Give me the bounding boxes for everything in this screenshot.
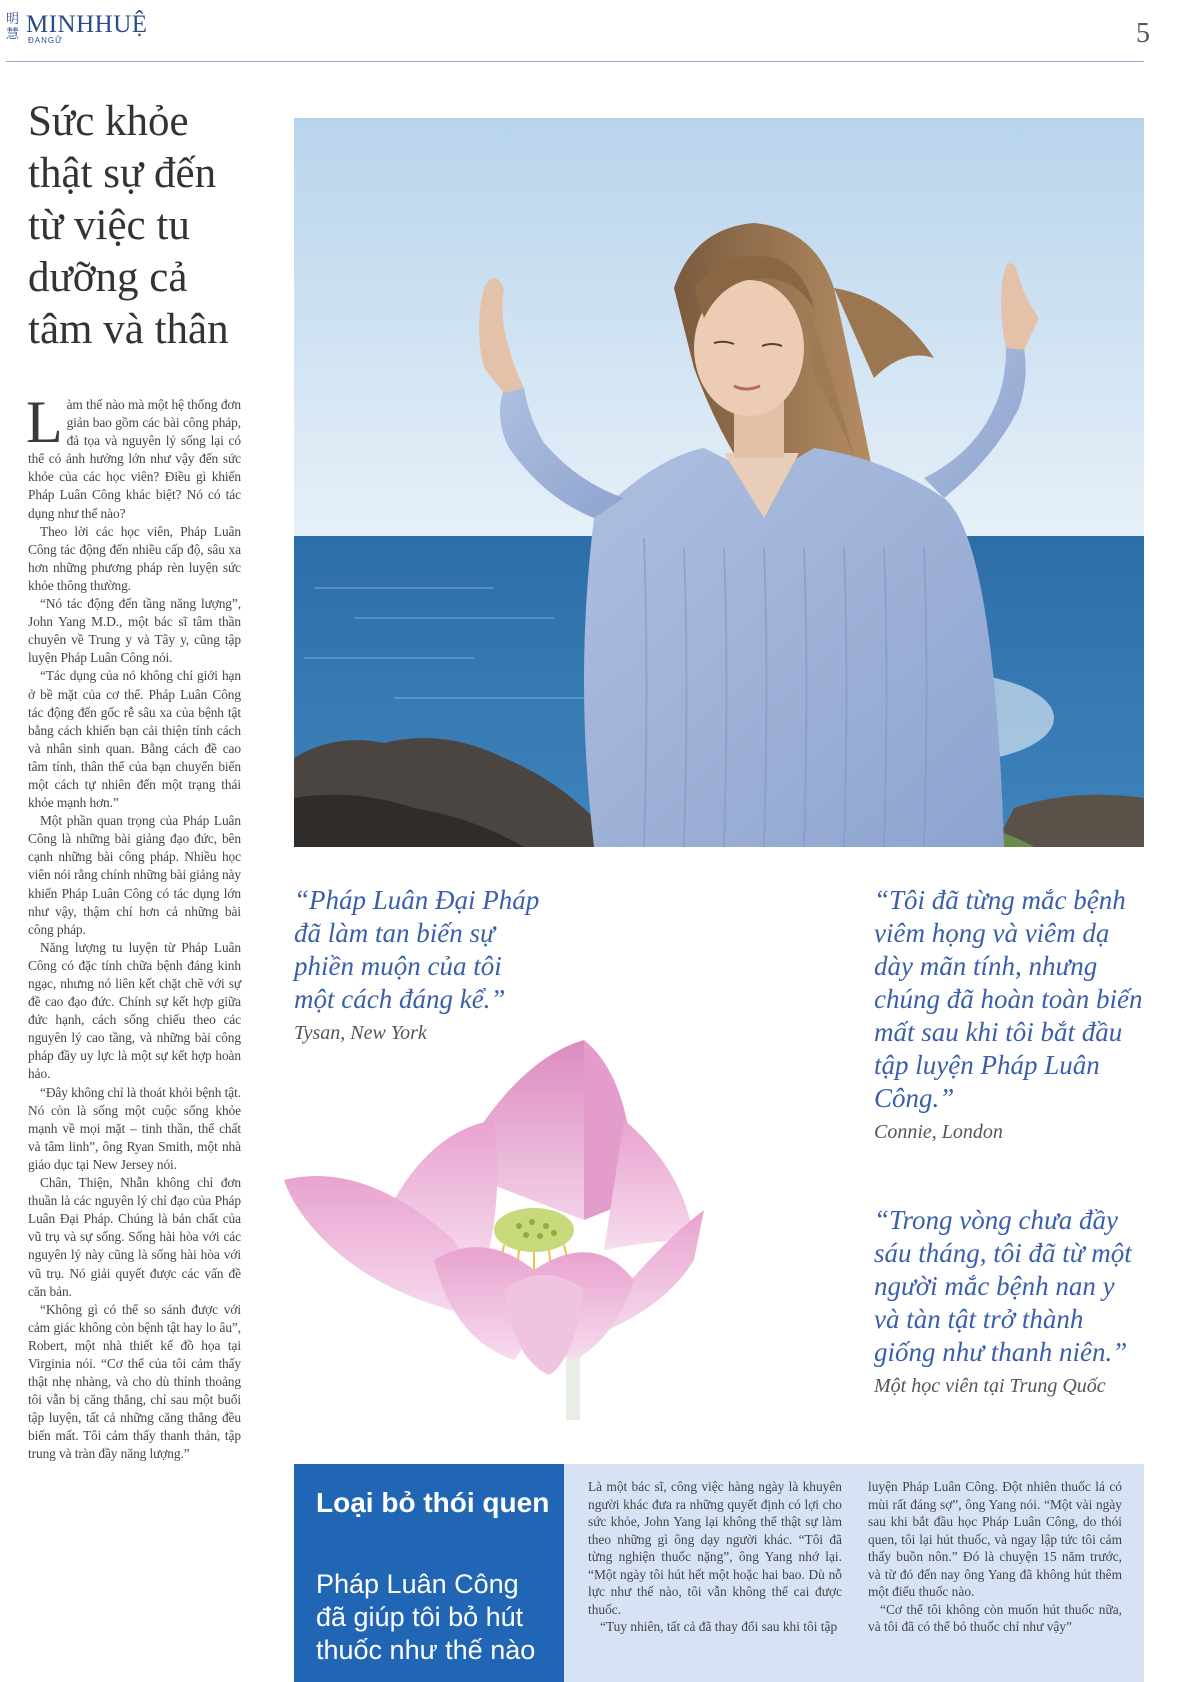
pull-quote-1 [294,884,544,1047]
quote-text: “Tôi đã từng mắc bệnh viêm họng và viêm dạ dày mãn tính, nhưng chúng đã hoàn toàn biến mất sau khi tôi bắt đầu tập luyện Pháp Luân Công.” [874,885,1143,1113]
article-paragraph: Làm thế nào mà một hệ thống đơn giản bao gồm các bài công pháp, đả tọa và nguyên lý sống lại có thể có ảnh hưởng lớn như vậy đến sức khỏe của các học viên? Điều gì khiến Pháp Luân Công khác biệt? Nó có tác dụng như thế nào? [26,389,241,521]
article-headline: Sức khỏe thật sự đến từ việc tu dưỡng cả tâm và thân [28,98,229,353]
quote-text: “Pháp Luân Đại Pháp đã làm tan biến sự phiền muộn của tôi một cách đáng kể.” [294,885,540,1014]
pull-quote-3 [874,1204,1144,1400]
article-paragraph: “Nó tác động đến tầng năng lượng”, John Yang M.D., một bác sĩ tâm thần chuyên về Trung y và Tây y, cũng tập luyện Pháp Luân Công nói. [28,596,241,666]
sidebar-paragraph: “Cơ thể tôi không còn muốn hút thuốc nữa, và tôi đã có thể bỏ thuốc chỉ như vậy” [868,1601,1122,1634]
quote-text: “Trong vòng chưa đầy sáu tháng, tôi đã từ một người mắc bệnh nan y và tàn tật trở thành giống như thanh niên.” [874,1205,1132,1367]
logo-subtitle: ĐANGỮ [28,36,63,45]
article-paragraph: Theo lời các học viên, Pháp Luân Công tác động đến nhiều cấp độ, sâu xa hơn những phương pháp rèn luyện sức khỏe thông thường. [28,523,241,593]
lotus-flower-image [284,1040,704,1420]
sidebar-subtitle: Pháp Luân Công đã giúp tôi bỏ hút thuốc như thế nào [316,1569,536,1665]
header-divider [6,61,1144,62]
quote-author: Một học viên tại Trung Quốc [874,1375,1106,1397]
article-paragraph: “Đây không chỉ là thoát khỏi bệnh tật. Nó còn là sống một cuộc sống khỏe mạnh về mọi mặt – tinh thần, thể chất và tâm linh”, ông Ryan Smith, một nhà giáo dục tại New Jersey nói. [28,1084,241,1172]
drop-cap: L [26,389,63,455]
page-number: 5 [1136,18,1150,49]
logo-name: MINHHUỆ [26,11,148,38]
quote-author: Tysan, New York [294,1022,427,1044]
sidebar-feature-box [294,1464,564,1682]
sidebar-paragraph: Là một bác sĩ, công việc hàng ngày là khuyên người khác đưa ra những quyết định có lợi cho sức khỏe, John Yang lại không thể thật sự làm theo những gì ông dạy người khác. “Tôi đã từng nghiện thuốc nặng”, ông Yang nhớ lại. “Một ngày tôi hút hết một hoặc hai bao. Dù nỗ lực như thế nào, tôi vẫn không thể cai được thuốc. [588,1479,842,1617]
site-logo [6,12,148,45]
logo-cjk-mark: 明慧 [6,12,20,42]
quote-author: Connie, London [874,1121,1003,1143]
article-paragraph: Năng lượng tu luyện từ Pháp Luân Công có đặc tính chữa bệnh đáng kinh ngạc, nhưng nó liên kết chặt chẽ với sự đề cao đạo đức. Chính sự kết hợp giữa đức hạnh, cách sống chiếu theo các nguyên lý cao tầng, và những bài công pháp đầy uy lực là một sự kết hợp hoàn hảo. [28,939,241,1082]
sidebar-column-2 [868,1478,1122,1636]
article-paragraph: Một phần quan trọng của Pháp Luân Công là những bài giảng đạo đức, bên cạnh những bài công pháp. Nhiều học viên nói rằng chính những bài giảng này khiến Pháp Luân Công có tác dụng lớn như vậy, thậm chí hơn cả những bài công pháp. [28,813,241,937]
pull-quote-2 [874,884,1144,1146]
sidebar-title: Loại bỏ thói quen [316,1487,550,1518]
article-paragraph: “Tác dụng của nó không chỉ giới hạn ở bề mặt của cơ thể. Pháp Luân Công tác động đến gốc rễ sâu xa của bệnh tật bằng cách khiến bạn cải thiện tính cách và nhân sinh quan. Bằng cách đề cao tâm tính, thân thể của bạn chuyển biến một cách tự nhiên đến một trạng thái khỏe mạnh hơn.” [28,668,241,811]
article-body [26,389,241,1464]
meditation-photo [294,118,1144,847]
article-paragraph: Chân, Thiện, Nhẫn không chỉ đơn thuần là các nguyên lý chỉ đạo của Pháp Luân Đại Pháp. Chúng là bản chất của vũ trụ và sự sống. Sống hài hòa với các nguyên lý này cũng là sống hài hòa với vũ trụ. Nó giải quyết được các vấn đề căn bản. [28,1175,241,1299]
sidebar-column-1 [588,1478,842,1636]
article-paragraph: “Không gì có thể so sánh được với cảm giác không còn bệnh tật hay lo âu”, Robert, một nhà thiết kế đồ họa tại Virginia nói. “Cơ thể của tôi cảm thấy thật nhẹ nhàng, và cho dù thỉnh thoảng tôi vẫn bị căng thẳng, chỉ sau một buổi tập luyện, tất cả những căng thẳng đều biến mất. Tôi cảm thấy thanh thản, tập trung và tràn đầy năng lượng.” [28,1301,241,1462]
sidebar-paragraph: luyện Pháp Luân Công. Đột nhiên thuốc lá có mùi rất đáng sợ”, ông Yang nói. “Một vài ngày sau khi bắt đầu học Pháp Luân Công, do thói quen, tôi lại hút thuốc, và ngay lập tức tôi cảm thấy buồn nôn.” Đó là chuyện 15 năm trước, và từ đó đến nay ông Yang đã không hút thêm một điếu thuốc nào. [868,1479,1122,1599]
sidebar-paragraph: “Tuy nhiên, tất cả đã thay đổi sau khi tôi tập [600,1619,838,1634]
sidebar-text-box [564,1464,1144,1682]
